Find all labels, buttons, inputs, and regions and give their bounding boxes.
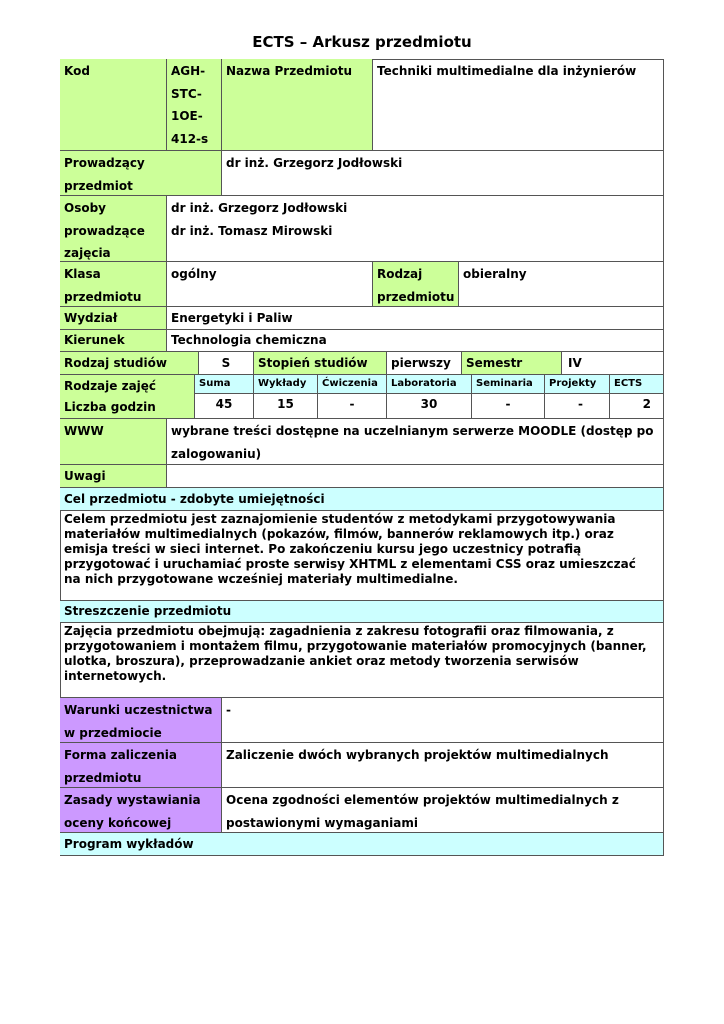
hours-header-suma: Suma bbox=[195, 375, 254, 394]
osoba-item: dr inż. Grzegorz Jodłowski bbox=[171, 201, 348, 215]
www-value bbox=[167, 419, 664, 465]
streszczenie-line: Zajęcia przedmiotu obejmują: zagadnienia z zakresu fotografii oraz filmowania, z bbox=[64, 624, 614, 638]
warunki-line: w przedmiocie bbox=[64, 725, 162, 740]
kod-line: 1OE- bbox=[171, 109, 203, 123]
forma-value: Zaliczenie dwóch wybranych projektów multimedialnych bbox=[222, 743, 664, 788]
prowadzacy-line: przedmiot bbox=[64, 178, 133, 193]
osoby-line: prowadzące bbox=[64, 223, 145, 238]
hours-value-cwiczenia: - bbox=[318, 394, 387, 419]
streszczenie-header: Streszczenie przedmiotu bbox=[60, 601, 664, 623]
zasady-value-line: postawionymi wymaganiami bbox=[226, 815, 418, 830]
klasa-line: przedmiotu bbox=[64, 289, 142, 304]
prowadzacy-label bbox=[60, 151, 222, 196]
rodzaje-zajec-label: Rodzaje zajęć bbox=[64, 379, 157, 393]
cel-header: Cel przedmiotu - zdobyte umiejętności bbox=[60, 488, 664, 511]
kierunek-value: Technologia chemiczna bbox=[167, 330, 664, 352]
nazwa-label: Nazwa Przedmiotu bbox=[222, 59, 373, 151]
forma-line: Forma zaliczenia bbox=[64, 748, 177, 762]
streszczenie-content bbox=[60, 623, 664, 698]
klasa-line: Klasa bbox=[64, 267, 101, 281]
streszczenie-line: ulotka, broszura), przeprowadzanie ankiet oraz metody tworzenia serwisów bbox=[64, 654, 579, 668]
uwagi-value bbox=[167, 465, 664, 488]
semestr-label: Semestr bbox=[462, 352, 562, 375]
www-line: zalogowaniu) bbox=[171, 446, 262, 461]
stopien-label: Stopień studiów bbox=[254, 352, 387, 375]
cel-line: materiałów multimedialnych (pokazów, filmów, bannerów reklamowych itp.) oraz bbox=[64, 527, 614, 541]
kod-line: 412-s bbox=[171, 131, 209, 146]
hours-value-ects: 2 bbox=[610, 394, 664, 419]
hours-value-wyklady: 15 bbox=[254, 394, 318, 419]
klasa-label bbox=[60, 262, 167, 307]
prowadzacy-line: Prowadzący bbox=[64, 156, 145, 170]
rodzaj-studiow-value: S bbox=[199, 352, 254, 375]
hours-header-cwiczenia: Ćwiczenia bbox=[318, 375, 387, 394]
semestr-value: IV bbox=[562, 352, 664, 375]
hours-header-seminaria: Seminaria bbox=[472, 375, 545, 394]
zasady-line: Zasady wystawiania bbox=[64, 793, 201, 807]
kod-line: STC- bbox=[171, 86, 202, 101]
rodzaj-studiow-label: Rodzaj studiów bbox=[60, 352, 199, 375]
streszczenie-line: przygotowaniem i montażem filmu, przygotowanie materiałów promocyjnych (banner, bbox=[64, 639, 647, 653]
zasady-line: oceny końcowej bbox=[64, 815, 172, 830]
kod-line: AGH- bbox=[171, 64, 206, 78]
hours-value-seminaria: - bbox=[472, 394, 545, 419]
www-label: WWW bbox=[60, 419, 167, 465]
hours-value-suma: 45 bbox=[195, 394, 254, 419]
uwagi-label: Uwagi bbox=[60, 465, 167, 488]
forma-line: przedmiotu bbox=[64, 770, 142, 785]
rodzaj-line: Rodzaj bbox=[377, 267, 423, 281]
zajecia-godziny-label bbox=[60, 375, 195, 419]
osoby-line: Osoby bbox=[64, 201, 106, 215]
www-line: wybrane treści dostępne na uczelnianym serwerze MOODLE (dostęp po bbox=[171, 424, 654, 438]
hours-value-laboratoria: 30 bbox=[387, 394, 472, 419]
kod-label: Kod bbox=[60, 59, 167, 151]
zasady-value bbox=[222, 788, 664, 833]
streszczenie-line: internetowych. bbox=[64, 669, 167, 683]
osoba-item: dr inż. Tomasz Mirowski bbox=[171, 223, 333, 238]
forma-label bbox=[60, 743, 222, 788]
liczba-godzin-label: Liczba godzin bbox=[64, 400, 156, 414]
cel-line: emisja treści w sieci internet. Po zakończeniu kursu jego uczestnicy potrafią bbox=[64, 542, 582, 556]
program-header: Program wykładów bbox=[60, 833, 664, 856]
kod-value bbox=[167, 59, 222, 151]
cel-line: Celem przedmiotu jest zaznajomienie studentów z metodykami przygotowywania bbox=[64, 512, 616, 526]
osoby-line: zajęcia bbox=[64, 246, 111, 260]
warunki-value: - bbox=[222, 698, 664, 743]
page-title: ECTS – Arkusz przedmiotu bbox=[252, 33, 472, 51]
warunki-label bbox=[60, 698, 222, 743]
rodzaj-label bbox=[373, 262, 459, 307]
wydzial-label: Wydział bbox=[60, 307, 167, 330]
hours-value-projekty: - bbox=[545, 394, 610, 419]
osoby-value bbox=[167, 196, 664, 262]
prowadzacy-value: dr inż. Grzegorz Jodłowski bbox=[222, 151, 664, 196]
rodzaj-value: obieralny bbox=[459, 262, 664, 307]
cel-content bbox=[60, 511, 664, 601]
osoby-label bbox=[60, 196, 167, 262]
klasa-value: ogólny bbox=[167, 262, 373, 307]
hours-header-projekty: Projekty bbox=[545, 375, 610, 394]
hours-header-wyklady: Wykłady bbox=[254, 375, 318, 394]
nazwa-value: Techniki multimedialne dla inżynierów bbox=[373, 59, 664, 151]
zasady-value-line: Ocena zgodności elementów projektów multimedialnych z bbox=[226, 793, 619, 807]
stopien-value: pierwszy bbox=[387, 352, 462, 375]
cel-line: na nich przygotowane wcześniej materiały multimedialne. bbox=[64, 572, 458, 586]
zasady-label bbox=[60, 788, 222, 833]
rodzaj-line: przedmiotu bbox=[377, 289, 455, 304]
wydzial-value: Energetyki i Paliw bbox=[167, 307, 664, 330]
hours-header-laboratoria: Laboratoria bbox=[387, 375, 472, 394]
cel-line: przygotować i uruchamiać proste serwisy XHTML z elementami CSS oraz umieszczać bbox=[64, 557, 636, 571]
kierunek-label: Kierunek bbox=[60, 330, 167, 352]
warunki-line: Warunki uczestnictwa bbox=[64, 703, 213, 717]
hours-header-ects: ECTS bbox=[610, 375, 664, 394]
